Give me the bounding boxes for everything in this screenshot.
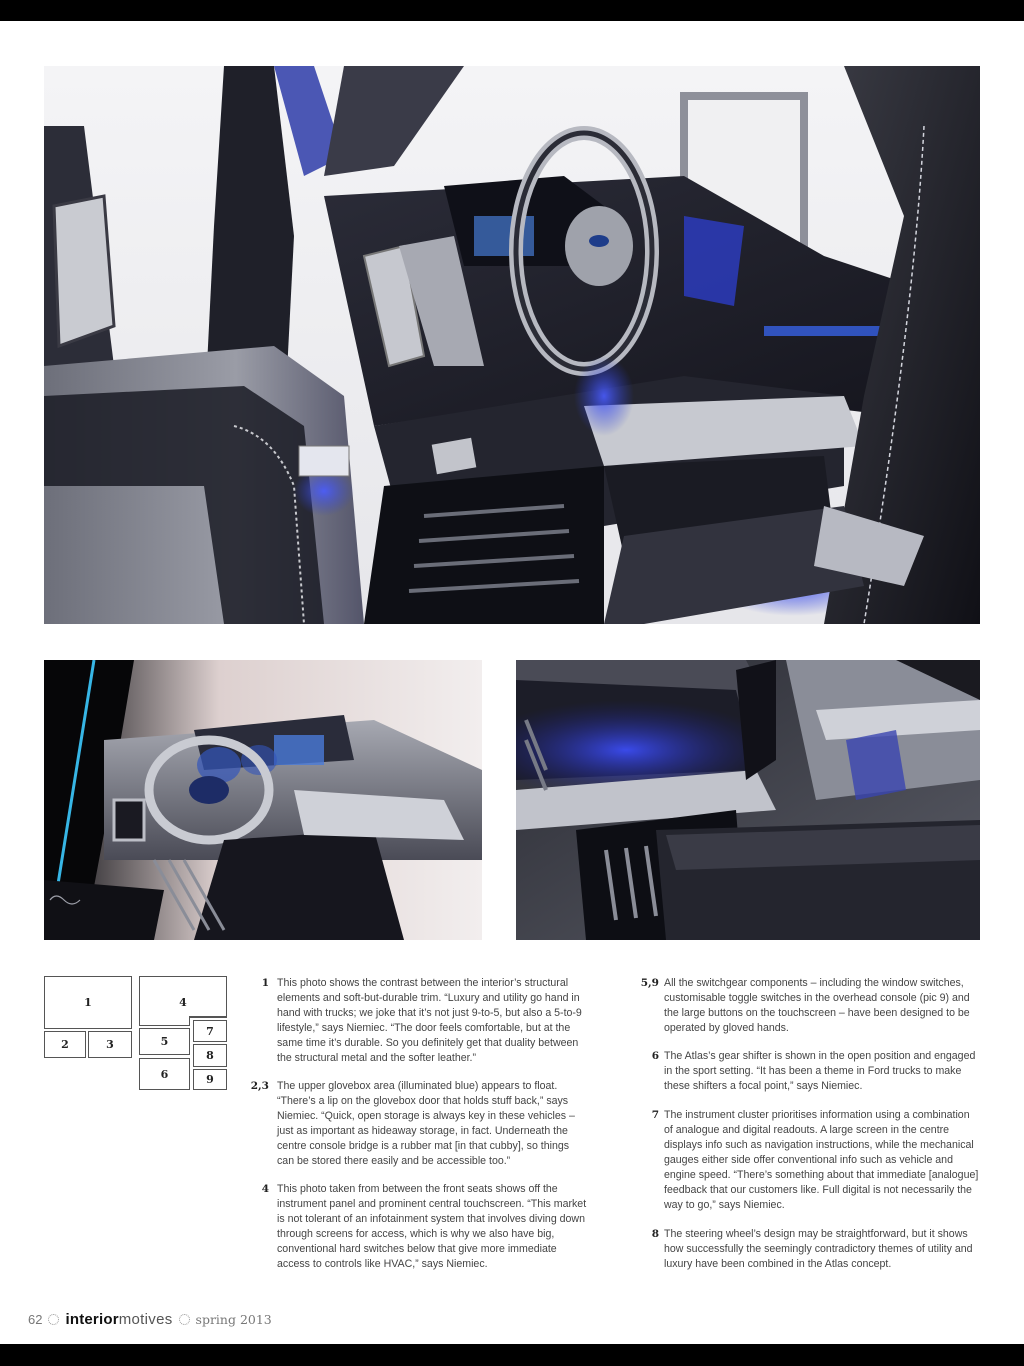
dotted-circle-icon	[179, 1314, 190, 1325]
key-box-2	[44, 1031, 86, 1058]
caption-text: The instrument cluster prioritises information using a combination of analogue and digital readouts. A large screen in the centre displays info such as navigation instructions, while the mechanical gauges either side offer conventional info such as vehicle and engine speed. “There’s something about that immediate [analogue] feedback that our customers like. Full digital is not necessarily the way to go,” says Niemiec.	[664, 1109, 979, 1211]
key-box-6	[139, 1058, 190, 1090]
bottom-black-bar	[0, 1344, 1024, 1366]
caption-number: 7	[651, 1109, 659, 1121]
caption-1	[261, 976, 589, 1066]
key-box-4	[139, 976, 227, 1018]
key-box-8	[193, 1044, 227, 1067]
key-box-9	[193, 1069, 227, 1090]
caption-8	[651, 1227, 980, 1272]
caption-5-9	[640, 976, 980, 1036]
key-box-4-lower	[139, 1016, 190, 1026]
caption-4	[261, 1182, 589, 1272]
dotted-circle-icon	[48, 1314, 59, 1325]
caption-text: The Atlas’s gear shifter is shown in the open position and engaged in the sport setting. “It has been a theme in Ford trucks to make these shifters a focal point,” says Niemiec.	[664, 1050, 976, 1092]
interior-wide-illustration	[44, 66, 980, 624]
key-label: 1	[84, 996, 92, 1009]
key-box-7	[193, 1020, 227, 1042]
key-label: 8	[206, 1049, 214, 1062]
key-box-1	[44, 976, 132, 1029]
caption-7	[651, 1108, 980, 1213]
magazine-name-bold: interior	[65, 1310, 119, 1328]
key-label: 4	[179, 996, 187, 1009]
photo-3-glovebox	[516, 660, 980, 940]
issue-date: spring 2013	[195, 1311, 272, 1327]
key-label: 5	[160, 1035, 169, 1048]
caption-number: 5,9	[640, 977, 659, 989]
magazine-name-light: motives	[118, 1310, 173, 1328]
key-label: 6	[160, 1067, 169, 1081]
caption-number: 8	[651, 1228, 659, 1240]
key-box-4-notch	[189, 1016, 227, 1018]
key-box-5	[139, 1028, 190, 1055]
top-black-bar	[0, 0, 1024, 21]
caption-number: 4	[261, 1183, 269, 1195]
caption-text: This photo shows the contrast between the interior’s structural elements and soft-but-durable trim. “Luxury and utility go hand in hand with trucks; we joke that it’s not just 9-to-5, but also a 5-to-9 lifestyle,” says Niemiec. “The door feels comfortable, but at the same time it’s durable. So you definitely get that duality between the structural metal and the softer leather.”	[277, 977, 582, 1064]
glovebox-illustration	[516, 660, 980, 940]
caption-2-3	[250, 1079, 589, 1169]
key-label: 9	[206, 1073, 214, 1086]
page-footer	[28, 1310, 272, 1328]
caption-text: The steering wheel’s design may be straightforward, but it shows how successfully the seemingly contradictory themes of utility and luxury have been combined in the Atlas concept.	[664, 1228, 973, 1270]
photo-2-cabin-sketch	[44, 660, 482, 940]
key-label: 3	[106, 1038, 114, 1051]
key-label: 2	[61, 1038, 69, 1051]
key-box-3	[88, 1031, 132, 1058]
cabin-sketch-illustration	[44, 660, 482, 940]
caption-6	[651, 1049, 980, 1094]
caption-text: All the switchgear components – including the window switches, customisable toggle switches in the overhead console (pic 9) and the large buttons on the touchscreen – have been designed to be operated by gloved hands.	[664, 977, 970, 1034]
caption-number: 2,3	[250, 1080, 269, 1092]
caption-text: The upper glovebox area (illuminated blue) appears to float. “There’s a lip on the glovebox door that holds stuff back,” says Niemiec. “Quick, open storage is always key in these vehicles – just as important as hideaway storage, in fact. Underneath the centre console bridge is a rubber mat [in that cubby], so things can be stored there easily and be accessible too.”	[277, 1080, 575, 1167]
caption-number: 6	[651, 1050, 659, 1062]
page-number: 62	[28, 1311, 43, 1327]
photo-1-interior-wide	[44, 66, 980, 624]
key-label: 7	[206, 1024, 214, 1038]
caption-number: 1	[261, 977, 269, 989]
caption-text: This photo taken from between the front seats shows off the instrument panel and prominent central touchscreen. “This market is not tolerant of an infotainment system that involves diving down through screens for access, which is why we also have big, conventional hard switches below that give more immediate access to controls like HVAC,” says Niemiec.	[277, 1183, 587, 1270]
